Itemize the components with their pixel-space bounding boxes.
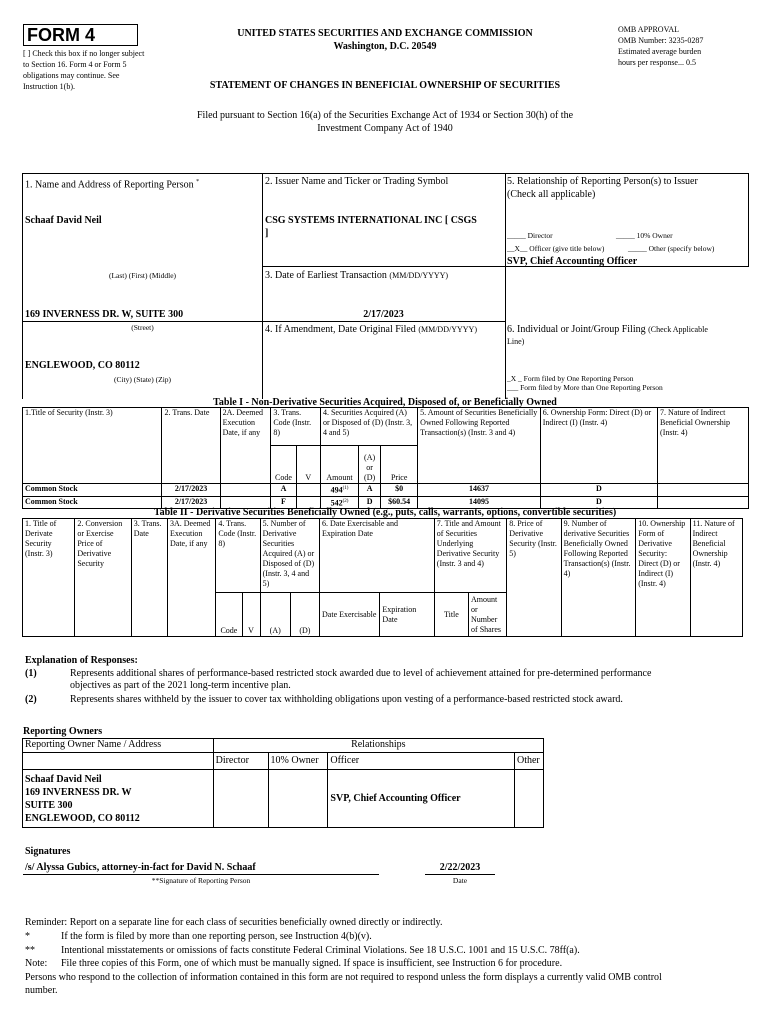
signature-date: 2/22/2023 xyxy=(439,862,481,873)
director-check[interactable]: _____ Director xyxy=(507,231,553,240)
box4-label: 4. If Amendment, Date Original Filed (MM/DD/YYYY) xyxy=(265,324,477,335)
t1-col3: 3. Trans. Code (Instr. 8) xyxy=(271,408,321,446)
t2-col10: 10. Ownership Form of Derivative Security: Direct (D) or Indirect (I) (Instr. 4) xyxy=(636,519,690,593)
t1-col2a: 2A. Deemed Execution Date, if any xyxy=(220,408,271,446)
table1-title: Table I - Non-Derivative Securities Acquired, Disposed of, or Beneficially Owned xyxy=(213,397,557,408)
owner-name: Schaaf David Neil xyxy=(25,773,102,785)
t2-col8: 8. Price of Derivative Security (Instr. 5) xyxy=(507,519,561,593)
owner-officer-title: SVP, Chief Accounting Officer xyxy=(328,770,515,828)
box5-label-2: (Check all applicable) xyxy=(507,189,596,200)
owner-addr-2: SUITE 300 xyxy=(25,799,73,811)
t2-col11: 11. Nature of Indirect Beneficial Ownership (Instr. 4) xyxy=(690,519,742,593)
issuer-name-2: ] xyxy=(265,228,269,239)
filed-pursuant-2: Investment Company Act of 1940 xyxy=(317,123,453,134)
t2-col6: 6. Date Exercisable and Expiration Date xyxy=(320,519,435,593)
footnote-2-text: Represents shares withheld by the issuer to cover tax withholding obligations upon vesting of a performance-based restricted stock award. xyxy=(70,694,623,705)
t2-col2: 2. Conversion or Exercise Price of Derivative Security xyxy=(75,519,131,593)
persons-notice-1: Persons who respond to the collection of information contained in this form are not required to respond unless the form displays a currently valid OMB control xyxy=(25,972,662,983)
signer: /s/ Alyssa Gubics, attorney-in-fact for David N. Schaaf xyxy=(25,862,256,873)
t1-sub-price: Price xyxy=(381,446,418,484)
table2 xyxy=(22,518,743,637)
signatures-heading: Signatures xyxy=(25,846,71,857)
t2-sub-title: Title xyxy=(434,593,468,637)
street-address: 169 INVERNESS DR. W, SUITE 300 xyxy=(25,309,184,320)
persons-notice-2: number. xyxy=(25,985,58,996)
filing-option-one[interactable]: _X _ Form filed by One Reporting Person xyxy=(507,374,634,383)
signer-label: **Signature of Reporting Person xyxy=(151,876,251,885)
t1-sub-v: V xyxy=(296,446,320,484)
footnote-1-text: Represents additional shares of performance-based restricted stock awarded due to level of achievement attained for pre-determined performance objectives as part of the 2021 long-term incentive plan. xyxy=(70,668,652,691)
table-row: Common Stock 2/17/2023 A 494$^{(1)}$ A $0 14637 D xyxy=(23,484,749,497)
omb-burden-1: Estimated average burden xyxy=(618,47,702,56)
owners-sub-ten: 10% Owner xyxy=(268,753,328,770)
officer-check[interactable]: __X__ Officer (give title below) xyxy=(507,244,605,253)
box6-label: 6. Individual or Joint/Group Filing (Check Applicable xyxy=(507,324,708,335)
t1-col7: 7. Nature of Indirect Beneficial Ownership (Instr. 4) xyxy=(658,408,749,446)
t2-sub-amount: Amount or Number of Shares xyxy=(469,593,507,637)
owners-sub-director: Director xyxy=(213,753,268,770)
statement-title: STATEMENT OF CHANGES IN BENEFICIAL OWNERSHIP OF SECURITIES xyxy=(209,80,561,91)
footnote-1-num: (1) xyxy=(25,668,37,679)
date-label: Date xyxy=(452,876,468,885)
box3-label: 3. Date of Earliest Transaction (MM/DD/YYYY) xyxy=(265,270,449,281)
t2-col4: 4. Trans. Code (Instr. 8) xyxy=(216,519,260,593)
star1-mark: * xyxy=(25,931,30,942)
owners-sub-officer: Officer xyxy=(328,753,515,770)
omb-approval: OMB APPROVAL xyxy=(618,25,679,34)
t2-sub-expiration: Expiration Date xyxy=(380,593,434,637)
t1-col6: 6. Ownership Form: Direct (D) or Indirect (I) (Instr. 4) xyxy=(540,408,657,446)
form-title-box xyxy=(23,24,138,46)
t2-sub-code: Code xyxy=(216,593,242,637)
t2-col7: 7. Title and Amount of Securities Underlying Derivative Security (Instr. 3 and 4) xyxy=(434,519,507,593)
explanation-heading: Explanation of Responses: xyxy=(25,655,138,666)
t1-col4: 4. Securities Acquired (A) or Disposed of (D) (Instr. 3, 4 and 5) xyxy=(320,408,417,446)
table-row: Common Stock 2/17/2023 F 542$^{(2)}$ D $60.54 14095 D xyxy=(23,496,749,509)
reminder: Reminder: Report on a separate line for each class of securities beneficially owned directly or indirectly. xyxy=(25,917,443,928)
table-row xyxy=(23,770,544,828)
filed-pursuant-1: Filed pursuant to Section 16(a) of the Securities Exchange Act of 1934 or Section 30(h) of the xyxy=(196,110,574,121)
checkbox-notice[interactable]: [ ] Check this box if no longer subject to Section 16. Form 4 or Form 5 obligations may continue. See Instruction 1(b). xyxy=(23,49,145,91)
box1-label: 1. Name and Address of Reporting Person * xyxy=(25,179,200,191)
note-mark: Note: xyxy=(25,958,48,969)
name-parts-label: (Last) (First) (Middle) xyxy=(108,271,177,280)
owners-sub-other: Other xyxy=(514,753,543,770)
omb-number: OMB Number: 3235-0287 xyxy=(618,36,704,45)
omb-box xyxy=(618,24,758,68)
officer-title: SVP, Chief Accounting Officer xyxy=(507,256,638,267)
agency-name: UNITED STATES SECURITIES AND EXCHANGE COMMISSION xyxy=(237,28,533,39)
filing-option-more[interactable]: ___ Form filed by More than One Reporting Person xyxy=(507,383,663,392)
ten-pct-check[interactable]: _____ 10% Owner xyxy=(616,231,673,240)
star2-text: Intentional misstatements or omissions of facts constitute Federal Criminal Violations. See 18 U.S.C. 1001 and 15 U.S.C. 78ff(a). xyxy=(61,945,580,956)
footnote-2-num: (2) xyxy=(25,694,37,705)
star1-text: If the form is filed by more than one reporting person, see Instruction 4(b)(v). xyxy=(61,931,372,942)
earliest-transaction-date: 2/17/2023 xyxy=(363,309,404,320)
issuer-name-1: CSG SYSTEMS INTERNATIONAL INC [ CSGS xyxy=(265,215,477,226)
owners-table xyxy=(22,738,544,828)
t2-sub-a: (A) xyxy=(260,593,290,637)
other-check[interactable]: _____ Other (specify below) xyxy=(628,244,715,253)
t2-col1: 1. Title of Derivate Security (Instr. 3) xyxy=(23,519,75,593)
owners-col-name: Reporting Owner Name / Address xyxy=(23,739,214,753)
t1-sub-amount: Amount xyxy=(320,446,358,484)
form-title: FORM 4 xyxy=(27,25,96,45)
city-label: (City) (State) (Zip) xyxy=(113,375,172,384)
owner-addr-1: 169 INVERNESS DR. W xyxy=(25,786,132,798)
table2-title: Table II - Derivative Securities Beneficially Owned (e.g., puts, calls, warrants, options, convertible securities) xyxy=(153,507,617,518)
t1-col1: 1.Title of Security (Instr. 3) xyxy=(23,408,162,446)
city-state-zip: ENGLEWOOD, CO 80112 xyxy=(25,360,140,371)
omb-burden-2: hours per response... 0.5 xyxy=(618,58,696,67)
t2-col3a: 3A. Deemed Execution Date, if any xyxy=(168,519,216,593)
star2-mark: ** xyxy=(25,945,35,956)
agency-location: Washington, D.C. 20549 xyxy=(333,41,437,52)
owners-col-rel: Relationships xyxy=(213,739,543,753)
reporting-person-name: Schaaf David Neil xyxy=(25,215,102,226)
t1-col2: 2. Trans. Date xyxy=(162,408,220,446)
table1 xyxy=(22,407,749,509)
note-text: File three copies of this Form, one of which must be manually signed. If space is insufficient, see Instruction 6 for procedure. xyxy=(61,958,563,969)
owner-addr-3: ENGLEWOOD, CO 80112 xyxy=(25,812,140,824)
t2-col3: 3. Trans. Date xyxy=(131,519,167,593)
t2-sub-d: (D) xyxy=(290,593,319,637)
t2-col5: 5. Number of Derivative Securities Acquired (A) or Disposed of (D) (Instr. 3, 4 and 5) xyxy=(260,519,319,593)
street-label: (Street) xyxy=(131,323,154,332)
t1-sub-code: Code xyxy=(271,446,296,484)
t2-sub-v: V xyxy=(242,593,260,637)
box5-label-1: 5. Relationship of Reporting Person(s) to Issuer xyxy=(507,176,698,187)
t1-col5: 5. Amount of Securities Beneficially Owned Following Reported Transaction(s) (Instr. 3 and 4) xyxy=(418,408,541,446)
box2-label: 2. Issuer Name and Ticker or Trading Symbol xyxy=(265,176,449,187)
owners-heading: Reporting Owners xyxy=(23,726,103,737)
box6-label-line: Line) xyxy=(507,337,525,346)
t1-sub-aord: (A) or (D) xyxy=(359,446,381,484)
t2-col9: 9. Number of derivative Securities Beneficially Owned Following Reported Transaction(s) (Instr. 4) xyxy=(561,519,636,593)
t2-sub-exercisable: Date Exercisable xyxy=(320,593,380,637)
